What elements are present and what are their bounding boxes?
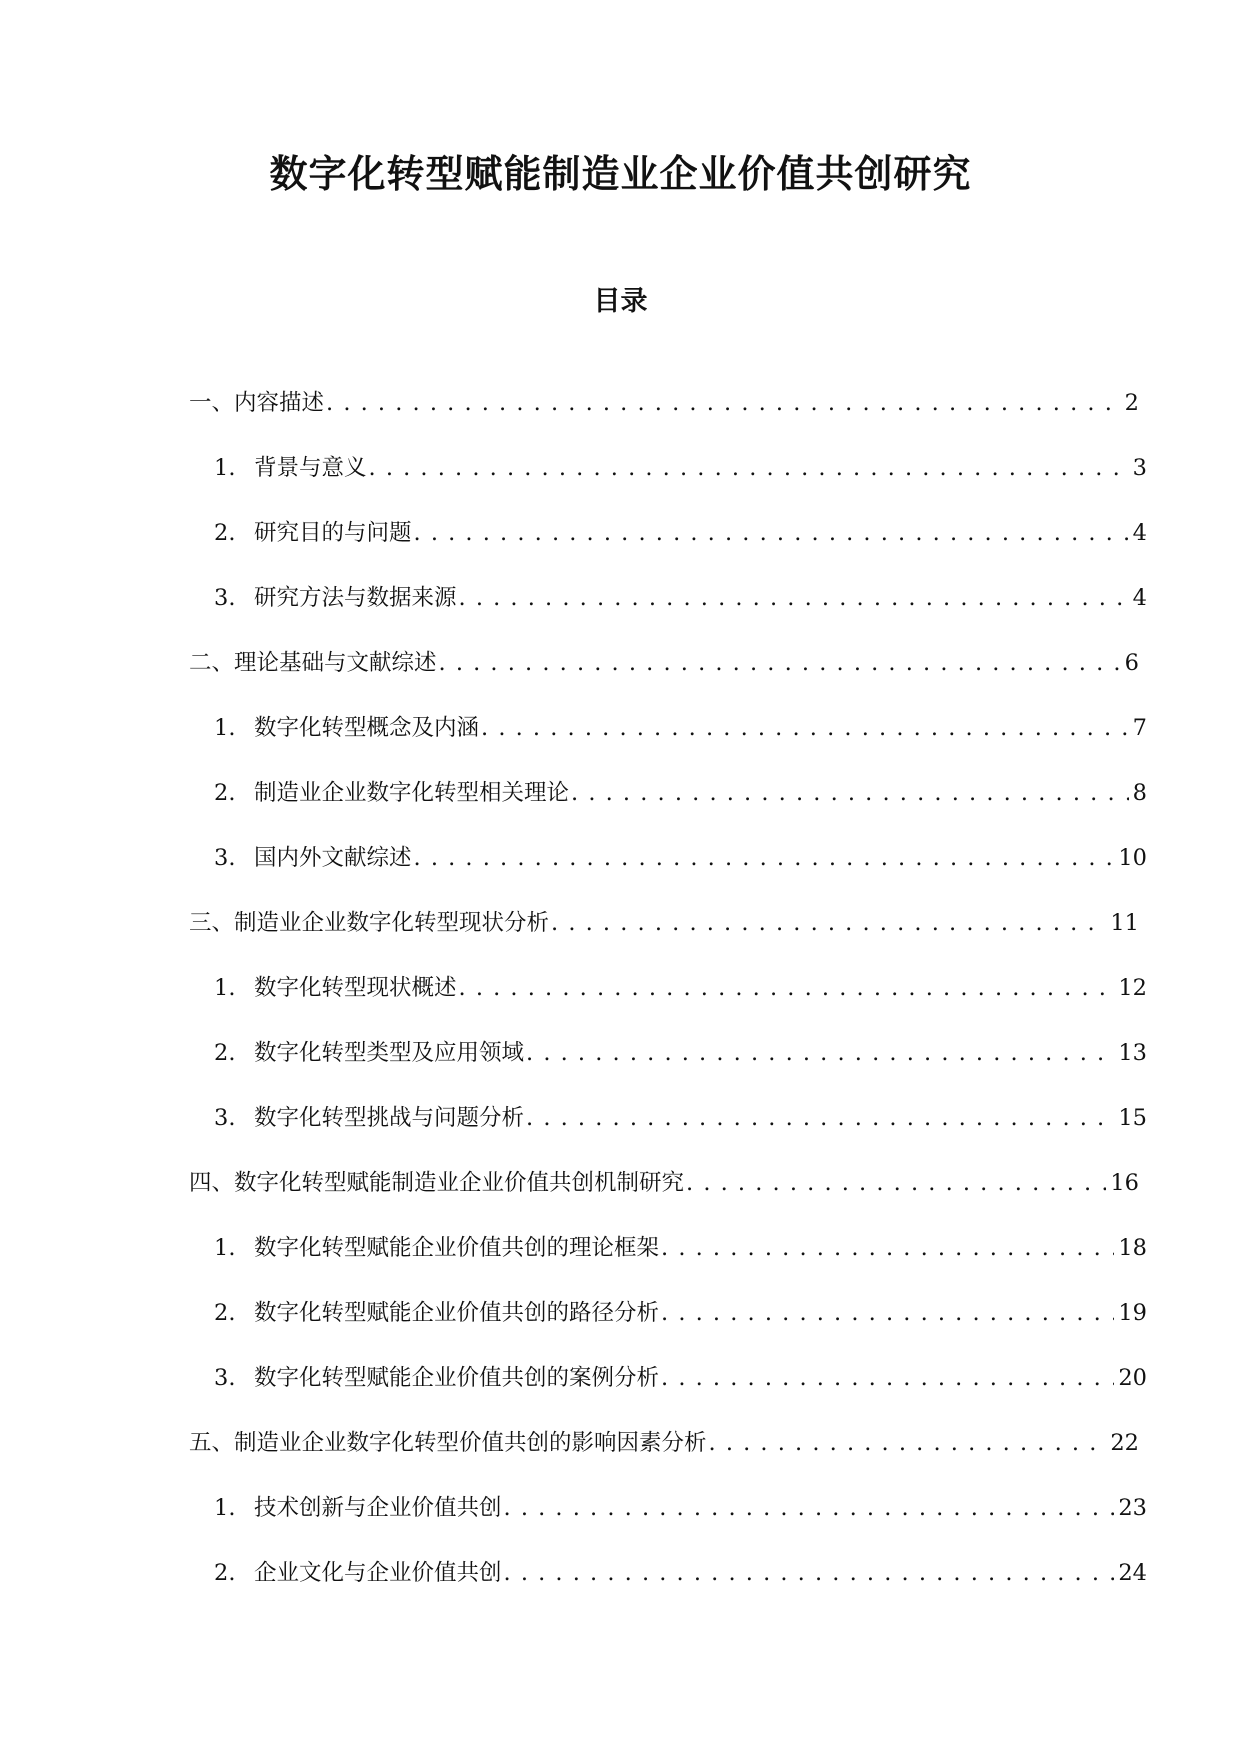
toc-subsection[interactable] (0, 516, 1147, 581)
toc-page-number: 8 (1132, 780, 1147, 806)
toc-entry-number: 1. (214, 455, 236, 481)
toc-dot-leader (414, 841, 1115, 875)
toc-page-number: 19 (1118, 1300, 1147, 1326)
toc-entry-title: 数字化转型现状概述 (254, 975, 457, 1001)
toc-section[interactable] (0, 386, 1139, 451)
toc-dot-leader (551, 906, 1106, 940)
toc-dot-leader (571, 776, 1129, 810)
toc-dot-leader (661, 1296, 1114, 1330)
toc-entry-title: 国内外文献综述 (254, 845, 412, 871)
toc-subsection[interactable] (0, 1361, 1147, 1426)
toc-entry-title: 研究目的与问题 (254, 520, 412, 546)
toc-entry-number: 3. (214, 1365, 236, 1391)
toc-dot-leader (709, 1426, 1107, 1460)
toc-entry-title: 数字化转型赋能企业价值共创的路径分析 (254, 1300, 660, 1326)
toc-entry-number: 1. (214, 715, 236, 741)
toc-entry-title: 研究方法与数据来源 (254, 585, 457, 611)
toc-dot-leader (481, 711, 1129, 745)
toc-dot-leader (414, 516, 1129, 550)
toc-entry-number: 3. (214, 1105, 236, 1131)
toc-page-number: 13 (1118, 1040, 1147, 1066)
toc-page-number: 4 (1132, 585, 1147, 611)
toc-subsection[interactable] (0, 1556, 1147, 1621)
toc-page-number: 15 (1118, 1105, 1147, 1131)
toc-subsection[interactable] (0, 971, 1147, 1036)
toc-section[interactable] (0, 1426, 1139, 1491)
toc-page-number: 23 (1118, 1495, 1147, 1521)
toc-entry-title: 数字化转型概念及内涵 (254, 715, 480, 741)
toc-section[interactable] (0, 1166, 1139, 1231)
toc-dot-leader (439, 646, 1121, 680)
toc-entry-title: 二、理论基础与文献综述 (189, 650, 437, 676)
toc-entry-number: 2. (214, 1300, 236, 1326)
toc-entry-number: 3. (214, 585, 236, 611)
toc-page-number: 18 (1118, 1235, 1147, 1261)
toc-entry-number: 1. (214, 1495, 236, 1521)
toc-entry-number: 1. (214, 975, 236, 1001)
toc-page-number: 2 (1124, 390, 1139, 416)
toc-page-number: 3 (1132, 455, 1147, 481)
toc-page-number: 4 (1132, 520, 1147, 546)
toc-entry-number: 2. (214, 1040, 236, 1066)
toc-entry-number: 2. (214, 780, 236, 806)
toc-dot-leader (326, 386, 1121, 420)
toc-entry-title: 数字化转型赋能企业价值共创的理论框架 (254, 1235, 660, 1261)
toc-page-number: 6 (1124, 650, 1139, 676)
toc-dot-leader (526, 1036, 1114, 1070)
toc-entry-title: 技术创新与企业价值共创 (254, 1495, 502, 1521)
toc-entry-title: 数字化转型类型及应用领域 (254, 1040, 525, 1066)
toc-page-number: 20 (1118, 1365, 1147, 1391)
toc-dot-leader (526, 1101, 1114, 1135)
toc-entry-title: 数字化转型挑战与问题分析 (254, 1105, 525, 1131)
toc-page-number: 7 (1132, 715, 1147, 741)
toc-subsection[interactable] (0, 1296, 1147, 1361)
toc-entry-title: 一、内容描述 (189, 390, 325, 416)
toc-entry-number: 1. (214, 1235, 236, 1261)
toc-entry-number: 2. (214, 1560, 236, 1586)
toc-dot-leader (686, 1166, 1106, 1200)
toc-section[interactable] (0, 906, 1139, 971)
toc-dot-leader (504, 1491, 1115, 1525)
toc-entry-title: 制造业企业数字化转型相关理论 (254, 780, 570, 806)
toc-page-number: 16 (1110, 1170, 1139, 1196)
toc-subsection[interactable] (0, 1231, 1147, 1296)
toc-entry-title: 三、制造业企业数字化转型现状分析 (189, 910, 550, 936)
toc-subsection[interactable] (0, 451, 1147, 516)
toc-subsection[interactable] (0, 581, 1147, 646)
toc-entry-title: 五、制造业企业数字化转型价值共创的影响因素分析 (189, 1430, 707, 1456)
toc-dot-leader (459, 581, 1129, 615)
toc-subsection[interactable] (0, 1101, 1147, 1166)
toc-entry-number: 2. (214, 520, 236, 546)
toc-dot-leader (661, 1361, 1114, 1395)
toc-page-number: 12 (1118, 975, 1147, 1001)
toc-entry-title: 背景与意义 (254, 455, 367, 481)
toc-section[interactable] (0, 646, 1139, 711)
toc-page-number: 24 (1118, 1560, 1147, 1586)
toc-subsection[interactable] (0, 711, 1147, 776)
toc-entry-title: 企业文化与企业价值共创 (254, 1560, 502, 1586)
toc-subsection[interactable] (0, 1491, 1147, 1556)
toc-subsection[interactable] (0, 776, 1147, 841)
table-of-contents (0, 386, 1241, 1621)
toc-dot-leader (661, 1231, 1114, 1265)
toc-subsection[interactable] (0, 1036, 1147, 1101)
toc-page-number: 11 (1110, 910, 1139, 936)
toc-heading: 目录 (593, 286, 648, 317)
toc-dot-leader (369, 451, 1129, 485)
toc-page-number: 22 (1110, 1430, 1139, 1456)
toc-subsection[interactable] (0, 841, 1147, 906)
toc-entry-title: 四、数字化转型赋能制造业企业价值共创机制研究 (189, 1170, 685, 1196)
toc-dot-leader (459, 971, 1115, 1005)
toc-dot-leader (504, 1556, 1115, 1590)
document-title: 数字化转型赋能制造业企业价值共创研究 (269, 152, 972, 196)
toc-entry-number: 3. (214, 845, 236, 871)
toc-entry-title: 数字化转型赋能企业价值共创的案例分析 (254, 1365, 660, 1391)
toc-page-number: 10 (1118, 845, 1147, 871)
